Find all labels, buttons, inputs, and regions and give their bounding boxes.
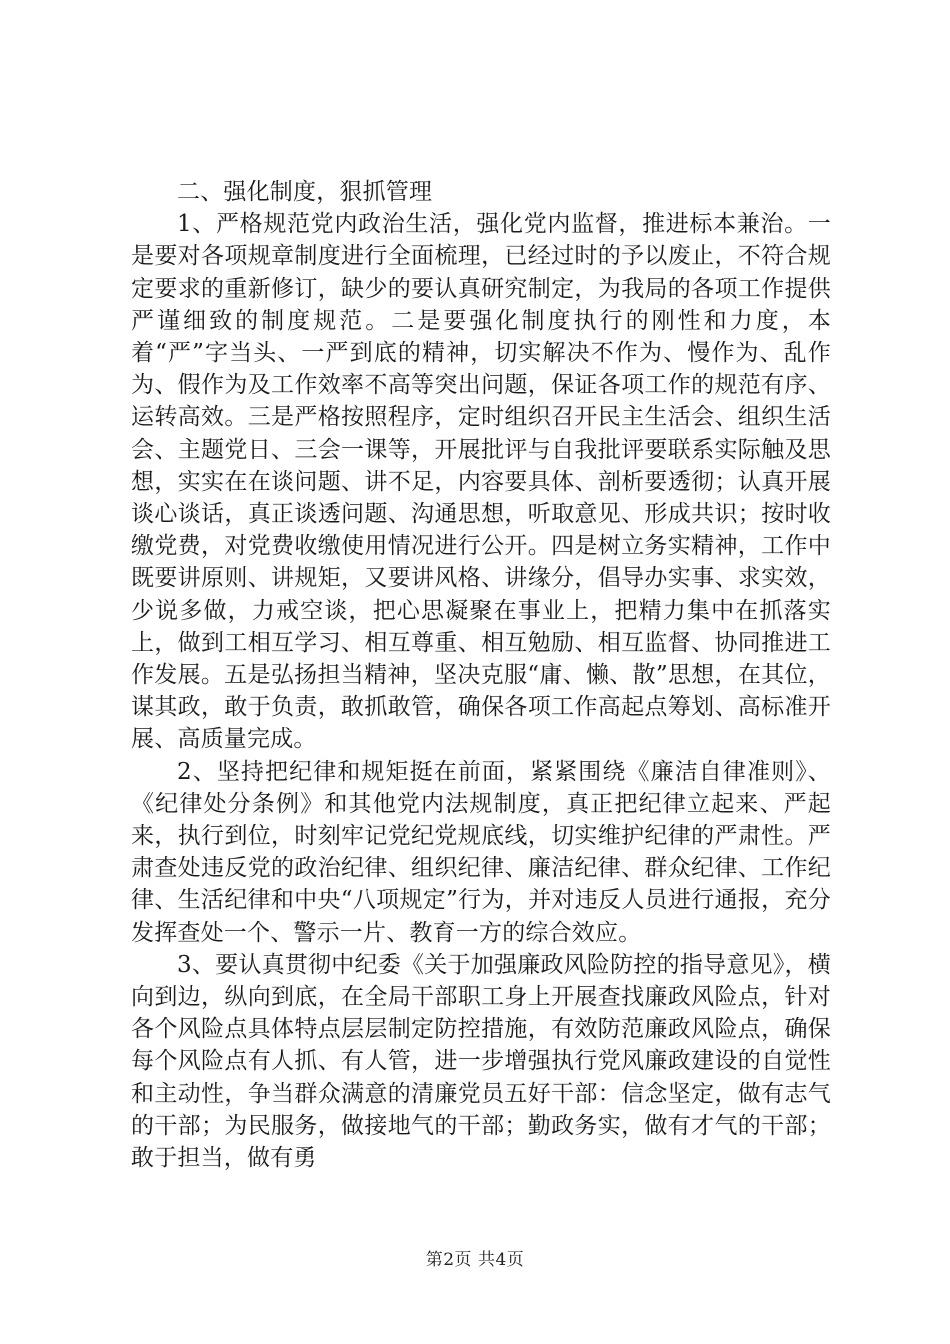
paragraph-1: 1、严格规范党内政治生活，强化党内监督，推进标本兼治。一是要对各项规章制度进行全面梳理，已经过时的予以废止，不符合规定要求的重新修订，缺少的要认真研究制定，为我局的各项工作提供严谨细致的制度规范。二是要强化制度执行的刚性和力度，本着“严”字当头、一严到底的精神，切实解决不作为、慢作为、乱作为、假作为及工作效率不高等突出问题，保证各项工作的规范有序、运转高效。三是严格按照程序，定时组织召开民主生活会、组织生活会、主题党日、三会一课等，开展批评与自我批评要联系实际触及思想，实实在在谈问题、讲不足，内容要具体、剖析要透彻；认真开展谈心谈话，真正谈透问题、沟通思想，听取意见、形成共识；按时收缴党费，对党费收缴使用情况进行公开。四是树立务实精神，工作中既要讲原则、讲规矩，又要讲风格、讲缘分，倡导办实事、求实效，少说多做，力戒空谈，把心思凝聚在事业上，把精力集中在抓落实上，做到工相互学习、相互尊重、相互勉励、相互监督、协同推进工作发展。五是弘扬担当精神，坚决克服“庸、懒、散”思想，在其位，谋其政，敢于负责，敢抓敢管，确保各项工作高起点筹划、高标准开展、高质量完成。	[131, 211, 831, 753]
document-body	[131, 176, 831, 1174]
section-heading: 二、强化制度，狠抓管理	[177, 179, 433, 205]
paragraph-2: 2、坚持把纪律和规矩挺在前面，紧紧围绕《廉洁自律准则》、《纪律处分条例》和其他党内法规制度，真正把纪律立起来、严起来，执行到位，时刻牢记党纪党规底线，切实维护纪律的严肃性。严肃查处违反党的政治纪律、组织纪律、廉洁纪律、群众纪律、工作纪律、生活纪律和中央“八项规定”行为，并对违反人员进行通报，充分发挥查处一个、警示一片、教育一方的综合效应。	[131, 758, 831, 946]
paragraph-3: 3、要认真贯彻中纪委《关于加强廉政风险防控的指导意见》，横向到边，纵向到底，在全局干部职工身上开展查找廉政风险点，针对各个风险点具体特点层层制定防控措施，有效防范廉政风险点，确保每个风险点有人抓、有人管，进一步增强执行党风廉政建设的自觉性和主动性，争当群众满意的清廉党员五好干部：信念坚定，做有志气的干部；为民服务，做接地气的干部；勤政务实，做有才气的干部；敢于担当，做有勇	[131, 951, 831, 1172]
page-footer: 第2页 共4页	[425, 1250, 525, 1270]
